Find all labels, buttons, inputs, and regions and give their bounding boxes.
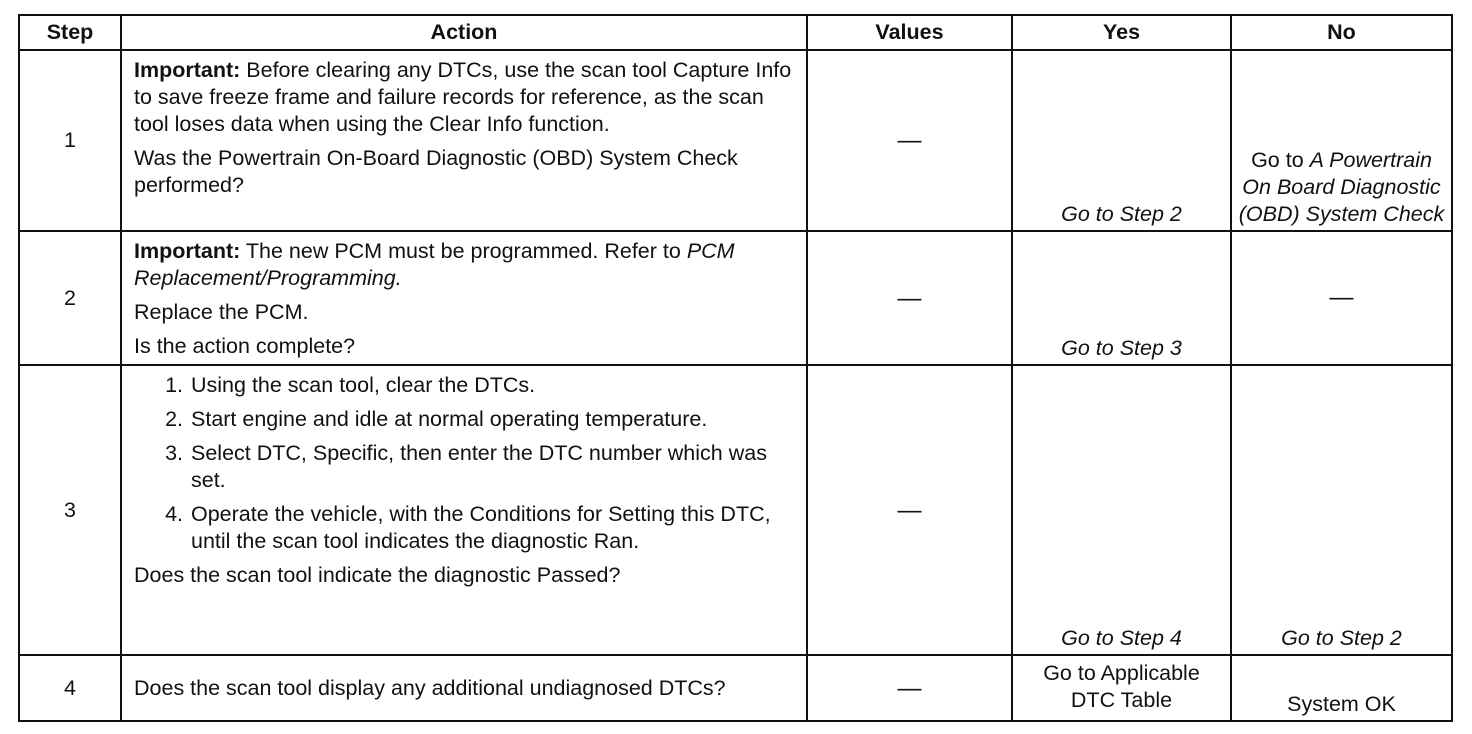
- yes-cell: Go to Step 2: [1012, 50, 1231, 231]
- step-number: 2: [19, 231, 121, 365]
- no-cell: —: [1231, 231, 1452, 365]
- procedure-list: [134, 372, 796, 555]
- values-cell: —: [807, 655, 1012, 721]
- header-action: Action: [121, 15, 807, 50]
- question-text: Was the Powertrain On-Board Diagnostic (OBD) System Check performed?: [134, 146, 738, 197]
- important-note: [134, 57, 796, 138]
- diagnostic-table: [18, 14, 1453, 722]
- action-cell: [121, 365, 807, 655]
- values-cell: —: [807, 50, 1012, 231]
- no-cell: System OK: [1231, 655, 1452, 721]
- table-row: [19, 231, 1452, 365]
- header-yes: Yes: [1012, 15, 1231, 50]
- important-note: [134, 238, 796, 292]
- action-cell: [121, 50, 807, 231]
- important-label: Important:: [134, 239, 241, 263]
- action-cell: [121, 655, 807, 721]
- procedure-item: 3. Select DTC, Specific, then enter the DTC number which was set.: [189, 440, 796, 494]
- important-text: The new PCM must be programmed. Refer to: [240, 239, 687, 263]
- values-cell: —: [807, 231, 1012, 365]
- important-text: Before clearing any DTCs, use the scan tool Capture Info to save freeze frame and failure records for reference, as the scan tool loses data when using the Clear Info function.: [134, 58, 792, 136]
- question-text: Is the action complete?: [134, 334, 356, 358]
- header-values: Values: [807, 15, 1012, 50]
- reference-link: PCM Replacement/Programming.: [134, 239, 735, 290]
- yes-cell: Go to Step 4: [1012, 365, 1231, 655]
- action-cell: [121, 231, 807, 365]
- procedure-item: 1. Using the scan tool, clear the DTCs.: [189, 372, 796, 399]
- procedure-item: 2. Start engine and idle at normal operating temperature.: [189, 406, 796, 433]
- no-cell: [1231, 50, 1452, 231]
- table-row: [19, 365, 1452, 655]
- step-number: 4: [19, 655, 121, 721]
- instruction-text: Replace the PCM.: [134, 300, 309, 324]
- header-no: No: [1231, 15, 1452, 50]
- no-prefix: Go to: [1251, 148, 1310, 172]
- table-row: [19, 655, 1452, 721]
- question-text: Does the scan tool display any additional undiagnosed DTCs?: [134, 675, 726, 700]
- no-cell: Go to Step 2: [1231, 365, 1452, 655]
- yes-cell: Go to Applicable DTC Table: [1012, 655, 1231, 721]
- header-step: Step: [19, 15, 121, 50]
- important-label: Important:: [134, 58, 241, 82]
- header-row: [19, 15, 1452, 50]
- step-number: 1: [19, 50, 121, 231]
- step-number: 3: [19, 365, 121, 655]
- question-text: Does the scan tool indicate the diagnostic Passed?: [134, 563, 621, 587]
- yes-cell: Go to Step 3: [1012, 231, 1231, 365]
- values-cell: —: [807, 365, 1012, 655]
- no-link-text: A Powertrain On Board Diagnostic (OBD) System Check: [1238, 148, 1445, 226]
- table-row: [19, 50, 1452, 231]
- procedure-item: 4. Operate the vehicle, with the Conditions for Setting this DTC, until the scan tool indicates the diagnostic Ran.: [189, 501, 796, 555]
